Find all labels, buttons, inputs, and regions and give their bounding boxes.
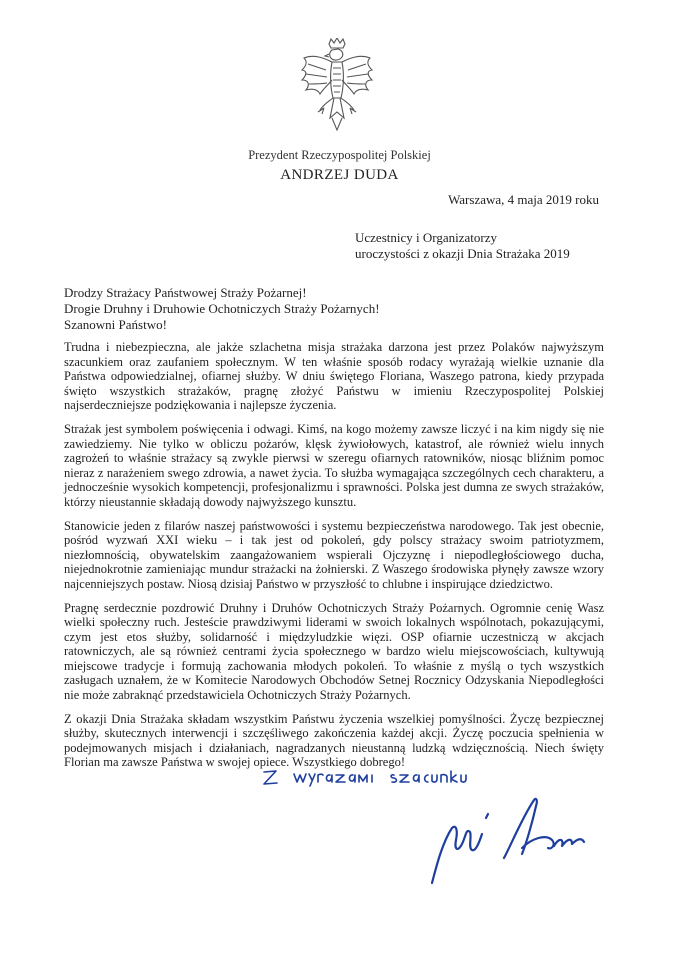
salutation-line: Drodzy Strażacy Państwowej Straży Pożarnej! <box>64 285 307 300</box>
body-paragraph: Stanowicie jeden z filarów naszej państwowości i systemu bezpieczeństwa narodowego. Tak jest obecnie, pośród wyzwań XXI wieku – i tak jest od pokoleń, gdy polscy strażacy swoim patriotyzmem, niezłomnością, obywatelskim zaangażowaniem wspierali Ojczyznę i niepodległościowego ducha, niejednokrotnie zamieniając mundur strażacki na żołnierski. Z Waszego środowiska płynęły zawsze wzory najcenniejszych postaw. Niosą dzisiaj Państwo w przyszłość to chlubne i inspirujące dziedzictwo. <box>64 518 604 591</box>
salutation-line: Drogie Druhny i Druhowie Ochotniczych Straży Pożarnych! <box>64 301 380 316</box>
letterhead-name: ANDRZEJ DUDA <box>280 167 399 183</box>
date-line: Warszawa, 4 maja 2019 roku <box>448 192 599 207</box>
letterhead-office: Prezydent Rzeczypospolitej Polskiej <box>248 148 431 162</box>
salutation-line: Szanowni Państwo! <box>64 317 167 332</box>
body-paragraph: Strażak jest symbolem poświęcenia i odwagi. Kimś, na kogo możemy zawsze liczyć i na kim nigdy się nie zawiedziemy. Nie tylko w obliczu pożarów, klęsk żywiołowych, katastrof, ale również wielu innych zagrożeń to właśnie strażacy są zwykle pierwsi w szeregu ofiarnych ratowników, niosąc bliźnim pomoc nieraz z narażeniem swego zdrowia, a nawet życia. To służba wymagająca szczególnych cech charakteru, a jednocześnie wysokich kompetencji, profesjonalizmu i sprawności. Polska jest dumna ze swych strażaków, którzy nieustannie składają dowody najwyższego kunsztu. <box>64 421 604 509</box>
body-paragraph: Pragnę serdecznie pozdrowić Druhny i Druhów Ochotniczych Straży Pożarnych. Ogromnie cenię Wasz wielki społeczny ruch. Jesteście prawdziwymi liderami w swoich lokalnych wspólnotach, pokazującymi, czym jest etos służby, solidarność i międzyludzkie więzi. OSP ofiarnie uczestniczą w akcjach ratowniczych, ale są również centrami życia społecznego w bardzo wielu miejscowościach, kultywują miejscowe tradycje i formują zachowania młodych pokoleń. To właśnie z myślą o tych wszystkich zasługach uznałem, że w Komitecie Narodowych Obchodów Setnej Rocznicy Odzyskania Niepodległości nie może zabraknąć przedstawiciela Ochotniczych Straży Pożarnych. <box>64 600 604 703</box>
addressee-line: uroczystości z okazji Dnia Strażaka 2019 <box>355 246 570 261</box>
salutation-block <box>64 285 380 333</box>
body-paragraph: Z okazji Dnia Strażaka składam wszystkim Państwu życzenia wszelkiej pomyślności. Życzę bezpiecznej służby, skutecznych interwencji i szczęśliwego zakończenia każdej akcji. Życzę poczucia spełnienia w podejmowanych misjach i działaniach, nagradzanych nieustanną ludzką wdzięcznością. Niech święty Florian ma zawsze Państwa w swojej opiece. Wszystkiego dobrego! <box>64 711 604 770</box>
polish-eagle-emblem-icon <box>296 38 378 134</box>
letter-body <box>64 340 604 779</box>
body-paragraph: Trudna i niebezpieczna, ale jakże szlachetna misja strażaka darzona jest przez Polaków najwyższym szacunkiem oraz zaufaniem społecznym. W ten właśnie sposób rodacy wyrażają wielkie uznanie dla Państwa odpowiedzialnej, ofiarnej służby. W dniu świętego Floriana, Waszego patrona, kiedy przypada święto wszystkich strażaków, pragnę złożyć Państwu w imieniu Rzeczypospolitej Polskiej najserdeczniejsze podziękowania i najlepsze życzenia. <box>64 340 604 413</box>
signature <box>422 788 622 888</box>
addressee-block <box>355 230 570 262</box>
addressee-line: Uczestnicy i Organizatorzy <box>355 230 497 245</box>
